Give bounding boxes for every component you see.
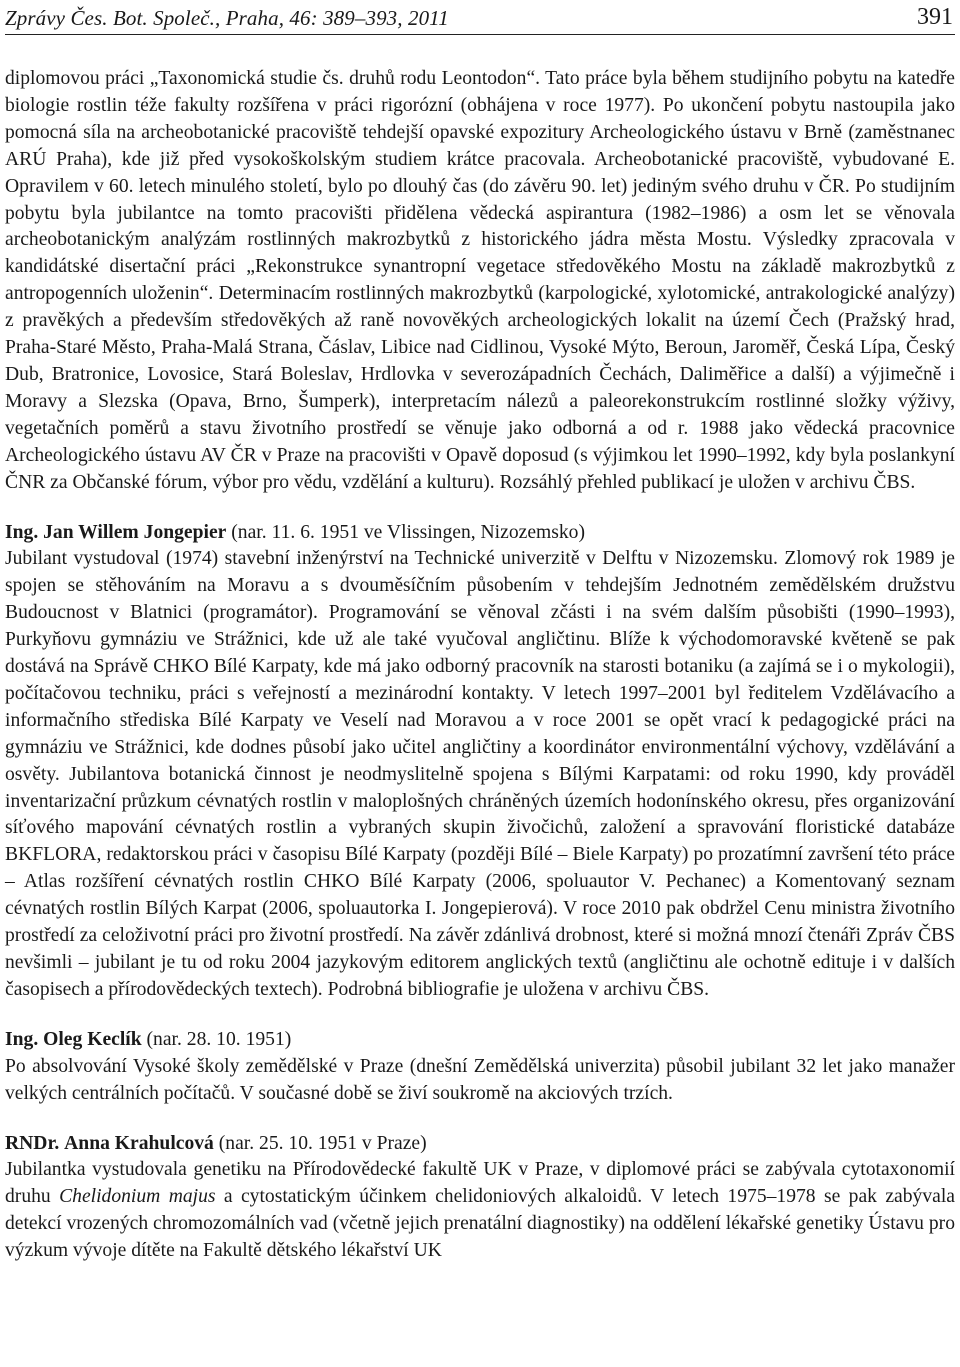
entry-name: Oleg Keclík	[43, 1028, 142, 1050]
entry-heading	[5, 1027, 955, 1054]
entry-dates: (nar. 28. 10. 1951)	[146, 1028, 292, 1050]
entry-krahulcova	[5, 1131, 955, 1266]
species-name: Chelidonium majus	[59, 1186, 216, 1208]
intro-paragraph: diplomovou práci „Taxonomická studie čs. druhů rodu Leontodon“. Tato práce byla během studijního pobytu na katedře biologie rostlin téže fakulty rozšířena v práci rigorózní (obhájena v roce 1977). Po ukončení pobytu nastoupila jako pomocná síla na archeobotanické pracoviště tehdejší opavské expozitury Archeologického ústavu v Brně (zaměstnanec ARÚ Praha), kde již před vysokoškolským studiem krátce pracovala. Archeobotanické pracoviště, vybudované E. Opravilem v 60. letech minulého století, bylo po dlouhý čas (do závěru 90. let) jediným svého druhu v ČR. Po studijním pobytu byla jubilantce na tomto pracovišti přidělena vědecká aspirantura (1982–1986) a osm let se věnovala archeobotanickým analýzám rostlinných makrozbytků z historického jádra města Mostu. Výsledky zpracovala v kandidátské disertační práci „Rekonstrukce synantropní vegetace středověkého Mostu na základě makrozbytků z antropogenních uloženin“. Determinacím rostlinných makrozbytků (karpologické, xylotomické, antrakologické analýzy) z pravěkých a především středověkých až raně novověkých archeologických lokalit na území Čech (Pražský hrad, Praha-Staré Město, Praha-Malá Strana, Čáslav, Libice nad Cidlinou, Vysoké Mýto, Beroun, Jaroměř, Česká Lípa, Český Dub, Bratronice, Lovosice, Stará Boleslav, Hrdlovka v severozápadních Čechách, Daliměřice a další) a výjimečně i Moravy a Slezska (Opava, Brno, Šumperk), interpretacím nálezů a paleorekonstrukcím rostlinné složky výživy, vegetačních poměrů a stavu životního prostředí se věnuje jako odborná a od r. 1988 jako vědecká pracovnice Archeologického ústavu AV ČR v Praze na pracovišti v Opavě doposud (s výjimkou let 1990–1992, kdy byla poslankyní ČNR za Občanské fórum, výbor pro vědu, vzdělání a kulturu). Rozsáhlý přehled publikací je uložen v archivu ČBS.	[5, 68, 955, 493]
entry-name: Anna Krahulcová	[64, 1132, 214, 1154]
entry-text-part: a cytostatickým účinkem chelidoniových alkaloidů. V letech 1975–1978 se pak zabývala detekcí vrozených chromozomálních vad (včetně jejich prenatální diagnostiky) na oddělení lékařské genetiky Ústavu pro výzkum vývoje dítěte na Fakultě dětského lékařství UK	[5, 1186, 955, 1262]
entry-text: Po absolvování Vysoké školy zemědělské v Praze (dnešní Zemědělská univerzita) působil jubilant 32 let jako manažer velkých centrálních počítačů. V současné době se živí soukromě na akciových trzích.	[5, 1055, 955, 1104]
article-body	[5, 66, 955, 1265]
entry-text-part: Jubilantka vystudovala genetiku na Přírodovědecké fakultě UK v Praze, v diplomové práci se zabývala cytotaxonomií druhu	[5, 1159, 955, 1208]
entry-heading	[5, 1131, 955, 1158]
entry-dates: (nar. 11. 6. 1951 ve Vlissingen, Nizozemsko)	[231, 521, 586, 543]
entry-title: Ing.	[5, 521, 39, 543]
entry-jongepier	[5, 520, 955, 1004]
page-number: 391	[917, 4, 953, 30]
entry-dates: (nar. 25. 10. 1951 v Praze)	[218, 1132, 427, 1154]
entry-title: RNDr.	[5, 1132, 60, 1154]
entry-text	[5, 1157, 955, 1265]
entry-name: Jan Willem Jongepier	[43, 521, 227, 543]
page-header	[5, 4, 955, 35]
entry-heading	[5, 520, 955, 547]
entry-text: Jubilant vystudoval (1974) stavební inženýrství na Technické univerzitě v Delftu v Nizozemsku. Zlomový rok 1989 je spojen se stěhováním na Moravu a s dvouměsíčním působením v tehdejším Jednotném zemědělském družstvu Budoucnost v Blatnici (programátor). Programování se věnoval zčásti i na svém dalším působišti (1990–1993), Purkyňovu gymnáziu ve Strážnici, kde už ale také vyučoval angličtinu. Blíže k východomoravské květeně se pak dostává na Správě CHKO Bílé Karpaty, kde má jako odborný pracovník na starosti botaniku (a zajímá se i o mykologii), počítačovou techniku, práci s veřejností a mezinárodní kontakty. V letech 1997–2001 byl ředitelem Vzdělávacího a informačního střediska Bílé Karpaty ve Veselí nad Moravou a v roce 2001 se opět vrací k pedagogické práci na gymnáziu ve Strážnici, kde dodnes působí jako učitel angličtiny a koordinátor environmentální výchovy, vzdělávání a osvěty. Jubilantova botanická činnost je neodmyslitelně spojena s Bílými Karpatami: od roku 1990, kdy prováděl inventarizační průzkum cévnatých rostlin v maloplošných chráněných územích hodonínského okresu, přes organizování síťového mapování cévnatých rostlin a vybraných skupin živočichů, založení a spravování floristické databáze BKFLORA, redaktorskou práci v časopisu Bílé Karpaty (později Bílé – Biele Karpaty) po prozatímní završení této práce – Atlas rozšíření cévnatých rostlin CHKO Bílé Karpaty (2006, spoluautor V. Pechanec) a Komentovaný seznam cévnatých rostlin Bílých Karpat (2006, spoluautorka I. Jongepierová). V roce 2010 pak obdržel Cenu ministra životního prostředí za celoživotní práci pro životní prostředí. Na závěr zdánlivá drobnost, které si možná mnozí čtenáři Zpráv ČBS nevšimli – jubilant je tu od roku 2004 jazykovým editorem anglických textů (angličtinu ale ochotně edituje i v dalších časopisech a přírodovědeckých textech). Podrobná bibliografie je uložena v archivu ČBS.	[5, 548, 955, 1000]
entry-title: Ing.	[5, 1028, 39, 1050]
running-title: Zprávy Čes. Bot. Společ., Praha, 46: 389–393, 2011	[5, 6, 449, 30]
entry-keclik	[5, 1027, 955, 1108]
